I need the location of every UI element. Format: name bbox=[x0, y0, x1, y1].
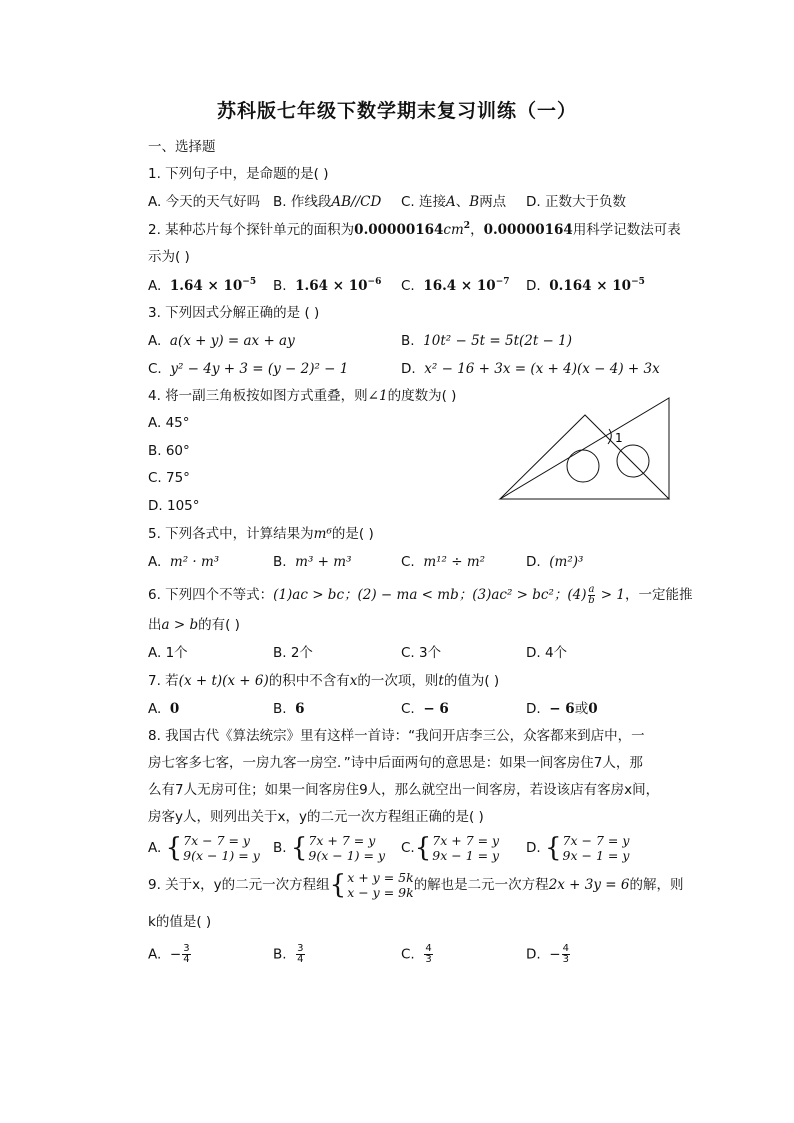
q4-option-a: A. 45° bbox=[148, 415, 190, 431]
q6-option-a: A. 1个 bbox=[148, 645, 188, 661]
ruler-hole-left bbox=[567, 450, 599, 482]
q7-option-a: A. 0 bbox=[148, 701, 180, 717]
q1-option-b: B. 作线段AB//CD bbox=[273, 194, 382, 210]
q8-option-a: A. { 7x − 7 = y 9(x − 1) = y bbox=[148, 833, 260, 863]
q7-option-b: B. 6 bbox=[273, 701, 305, 717]
q9-option-a: A. − $\frac{3}{4}$ bbox=[148, 943, 190, 965]
q3-option-c: C. y² − 4y + 3 = (y − 2)² − 1 bbox=[148, 361, 349, 377]
q8-option-c: C. { 7x + 7 = y 9x − 1 = y bbox=[401, 833, 500, 863]
q5-option-a: A. m² · m³ bbox=[148, 554, 220, 570]
q4-option-d: D. 105° bbox=[148, 498, 200, 514]
q1-option-a: A. 今天的天气好吗 bbox=[148, 194, 261, 210]
q6-option-c: C. 3个 bbox=[401, 645, 442, 661]
q8-stem-line2: 房七客多七客，一房九客一房空．”诗中后面两句的意思是：如果一间客房住7人，那 bbox=[148, 755, 643, 771]
q4-stem: 4. 将一副三角板按如图方式重叠，则∠1的度数为( ) bbox=[148, 388, 457, 404]
q9-option-b: B. $\frac{3}{4}$ bbox=[273, 943, 304, 965]
q5-stem: 5. 下列各式中，计算结果为m⁶的是( ) bbox=[148, 526, 374, 542]
q2-option-d: D. $0.164 \times 10^{-5}$ bbox=[526, 277, 645, 294]
q7-option-c: C. − 6 bbox=[401, 701, 449, 717]
q3-stem: 3. 下列因式分解正确的是 ( ) bbox=[148, 305, 320, 321]
q3-option-b: B. 10t² − 5t = 5t(2t − 1) bbox=[401, 333, 573, 349]
q3-option-a: A. a(x + y) = ax + ay bbox=[148, 333, 295, 349]
q9-stem-line2: k的值是( ) bbox=[148, 914, 212, 930]
q8-stem-line1: 8. 我国古代《算法统宗》里有这样一首诗：“我问开店李三公，众客都来到店中，一 bbox=[148, 728, 645, 744]
page-title: 苏科版七年级下数学期末复习训练（一） bbox=[216, 100, 577, 122]
angle-1-label: 1 bbox=[615, 431, 623, 445]
section-heading: 一、选择题 bbox=[148, 139, 216, 155]
q6-option-d: D. 4个 bbox=[526, 645, 568, 661]
q9-option-d: D. − $\frac{4}{3}$ bbox=[526, 943, 569, 965]
q1-stem: 1. 下列句子中，是命题的是( ) bbox=[148, 166, 329, 182]
q5-option-c: C. m¹² ÷ m² bbox=[401, 554, 486, 570]
q8-option-d: D. { 7x − 7 = y 9x − 1 = y bbox=[526, 833, 630, 863]
ruler-hole-right bbox=[617, 445, 649, 477]
q9-stem: 9. 关于x，y的二元一次方程组 { x + y = 5k x − y = 9k 的解也是二元一次方程2x + 3y = 6的解，则 bbox=[148, 870, 684, 900]
q8-stem-line4: 房客y人，则列出关于x，y的二元一次方程组正确的是( ) bbox=[148, 809, 484, 825]
q4-option-b: B. 60° bbox=[148, 443, 190, 459]
q5-option-d: D. (m²)³ bbox=[526, 554, 584, 570]
q4-option-c: C. 75° bbox=[148, 470, 190, 486]
q7-option-d: D. − 6或0 bbox=[526, 701, 598, 717]
q6-stem-line2: 出a > b的有( ) bbox=[148, 617, 240, 633]
q1-option-d: D. 正数大于负数 bbox=[526, 194, 626, 210]
q8-option-b: B. { 7x + 7 = y 9(x − 1) = y bbox=[273, 833, 386, 863]
q2-stem-line2: 示为( ) bbox=[148, 249, 190, 265]
q2-option-a: A. $1.64 \times 10^{-5}$ bbox=[148, 277, 257, 294]
q9-option-c: C. $\frac{4}{3}$ bbox=[401, 943, 432, 965]
q5-option-b: B. m³ + m³ bbox=[273, 554, 352, 570]
q2-option-c: C. $16.4 \times 10^{-7}$ bbox=[401, 277, 510, 294]
angle-1-arc bbox=[608, 429, 611, 444]
q8-stem-line3: 么有7人无房可住；如果一间客房住9人，那么就空出一间客房，若设该店有客房x间， bbox=[148, 782, 660, 798]
q6-stem: 6. 下列四个不等式：(1)ac > bc；(2) − ma < mb；(3)ac² > bc²；(4) $\frac{a}{b}$ > 1，一定能推 bbox=[148, 583, 693, 606]
q2-option-b: B. $1.64 \times 10^{-6}$ bbox=[273, 277, 382, 294]
q1-option-c: C. 连接A、B两点 bbox=[401, 194, 507, 210]
q7-stem: 7. 若(x + t)(x + 6)的积中不含有x的一次项，则t的值为( ) bbox=[148, 673, 500, 689]
q3-option-d: D. x² − 16 + 3x = (x + 4)(x − 4) + 3x bbox=[401, 361, 660, 377]
triangle-ruler-small bbox=[500, 415, 669, 499]
triangle-rulers-figure bbox=[495, 393, 675, 505]
q2-stem: 2. 某种芯片每个探针单元的面积为$0.00000164cm^2$，0.00000164用科学记数法可表 bbox=[148, 221, 681, 238]
q6-option-b: B. 2个 bbox=[273, 645, 313, 661]
